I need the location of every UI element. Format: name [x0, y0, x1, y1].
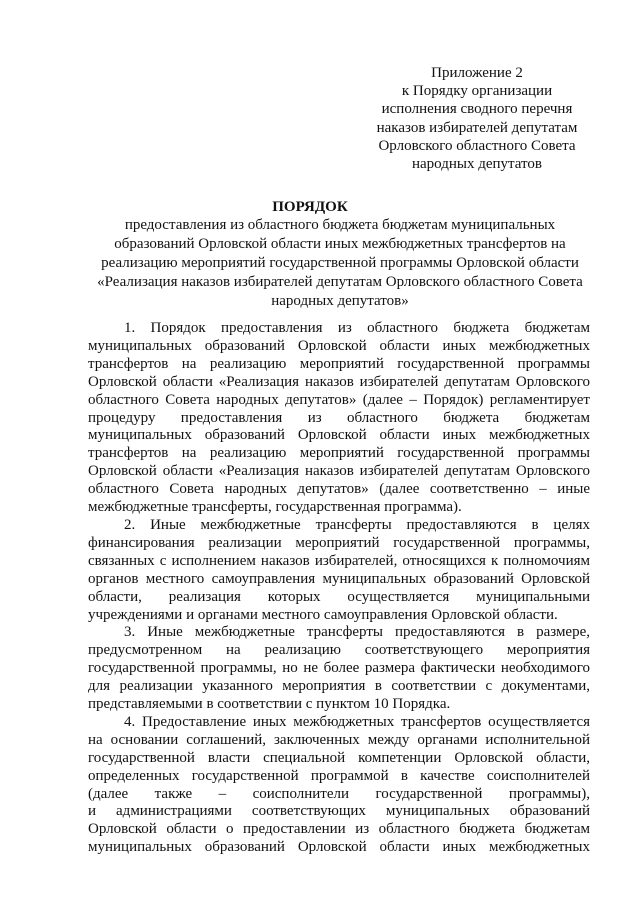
text-line: государственной власти специальной компетенции Орловской области, [88, 749, 590, 766]
text-line: трансфертов на реализацию мероприятий государственной программы [88, 355, 590, 372]
appendix-line: наказов избирателей депутатам [376, 119, 578, 136]
text-line: областного Совета народных депутатов» (далее соответственно – иные [88, 481, 590, 498]
document-body [88, 320, 590, 857]
appendix-line: Приложение 2 [431, 65, 523, 81]
appendix-line: исполнения сводного перечня [381, 101, 573, 118]
text-line: финансирования реализации мероприятий государственной программы, [88, 534, 590, 551]
subtitle-line: реализацию мероприятий государственной программы Орловской области [101, 255, 579, 271]
document-subtitle [80, 216, 600, 311]
text-line: области, реализация которых осуществляется муниципальными [88, 588, 590, 605]
paragraph-3 [88, 624, 590, 714]
appendix-line: народных депутатов [411, 156, 542, 173]
subtitle-line: народных депутатов» [271, 293, 409, 309]
appendix-line: Орловского областного Совета [378, 137, 576, 154]
text-line: представляемыми в соответствии с пунктом 10 Порядка. [88, 696, 451, 713]
text-line: 1. Порядок предоставления из областного бюджета бюджетам [124, 320, 590, 336]
text-line: и администрациями соответствующих муниципальных образований [88, 803, 590, 820]
appendix-line: к Порядку организации [401, 83, 553, 100]
text-line: для реализации указанного мероприятия в соответствии с документами, [88, 678, 590, 695]
text-line: процедуру предоставления из областного бюджета бюджетам [88, 409, 590, 426]
text-line: 2. Иные межбюджетные трансферты предоставляются в целях [124, 516, 590, 533]
text-line: государственной программы, но не более размера фактически необходимого [88, 660, 590, 677]
paragraph-1 [88, 320, 590, 517]
text-line: предусмотренном на реализацию соответствующего мероприятия [88, 642, 590, 659]
text-line: муниципальных образований Орловской области иных межбюджетных [88, 337, 590, 354]
text-line: 3. Иные межбюджетные трансферты предоставляются в размере, [124, 624, 590, 641]
text-line: Орловской области «Реализация наказов избирателей депутатам Орловского [88, 463, 590, 480]
text-line: трансфертов на реализацию мероприятий государственной программы [88, 445, 590, 462]
text-line: областного Совета народных депутатов» (далее – Порядок) регламентирует [88, 391, 590, 408]
text-line: Орловской области о предоставлении из областного бюджета бюджетам [88, 821, 590, 838]
text-line: учреждениями и органами местного самоуправления Орловской области. [88, 606, 558, 623]
text-line: (далее также – соисполнители государственной программы), [88, 785, 590, 802]
text-line: муниципальных образований Орловской области иных межбюджетных [88, 427, 590, 444]
subtitle-line: образований Орловской области иных межбюджетных трансфертов на [114, 236, 566, 252]
text-line: муниципальных образований Орловской области иных межбюджетных [88, 839, 590, 856]
appendix-header [372, 64, 582, 173]
text-line: связанных с исполнением наказов избирателей, относящихся к полномочиям [88, 552, 590, 569]
subtitle-line: предоставления из областного бюджета бюджетам муниципальных [124, 217, 556, 233]
subtitle-line: «Реализация наказов избирателей депутатам Орловского областного Совета [97, 274, 583, 290]
text-line: межбюджетные трансферты, государственная программа). [88, 499, 462, 516]
text-line: определенных государственной программой в качестве соисполнителей [88, 767, 590, 784]
paragraph-4 [88, 714, 590, 857]
text-line: на основании соглашений, заключенных между органами исполнительной [88, 731, 590, 748]
document-title: ПОРЯДОК [272, 199, 348, 215]
paragraph-2 [88, 517, 590, 624]
text-line: 4. Предоставление иных межбюджетных трансфертов осуществляется [124, 713, 590, 730]
text-line: органов местного самоуправления муниципальных образований Орловской [88, 570, 590, 587]
text-line: Орловской области «Реализация наказов избирателей депутатам Орловского [88, 373, 590, 390]
